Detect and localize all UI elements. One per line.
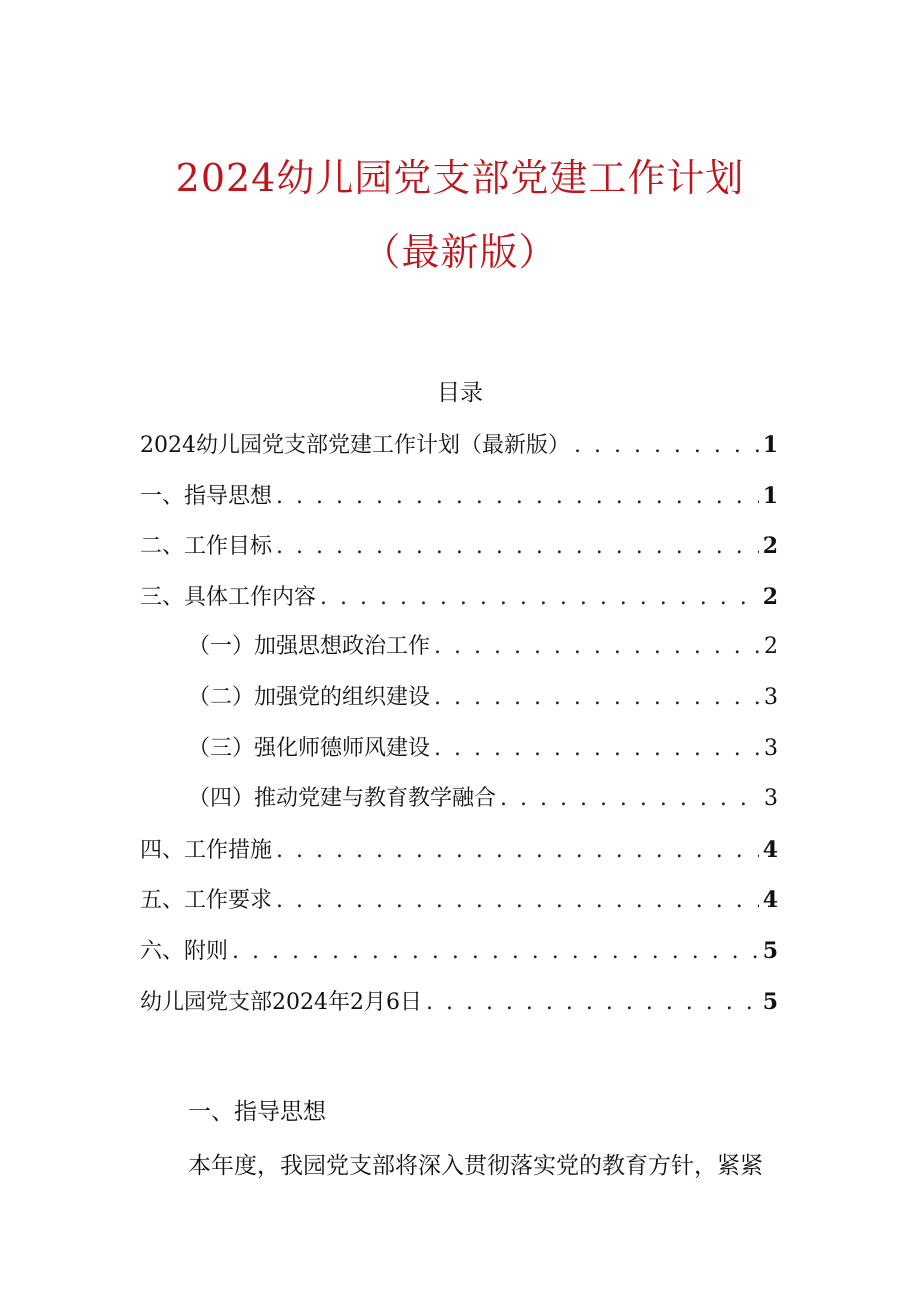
toc-dot-leader [276,530,759,564]
document-title: 2024幼儿园党支部党建工作计划 [175,156,745,200]
toc-entry[interactable] [140,833,778,884]
toc-dot-leader [434,630,760,664]
toc-dot-leader [500,782,760,816]
toc-entry-label: （一）加强思想政治工作 [188,634,431,660]
toc-entry-page-number: 5 [762,988,778,1015]
toc-entry[interactable] [140,681,778,732]
toc-entry[interactable] [140,732,778,783]
toc-entry-page-number: 1 [762,482,778,509]
document-subtitle: （最新版） [362,230,558,274]
toc-dot-leader [434,732,760,766]
toc-entry[interactable] [140,479,778,530]
toc-entry-page-number: 1 [762,432,778,458]
toc-entry-page-number: 5 [762,937,778,964]
section-heading: 一、指导思想 [188,1099,326,1125]
toc-entry-page-number: 2 [762,583,778,610]
toc-dot-leader [426,986,759,1020]
toc-heading: 目录 [437,380,483,406]
toc-entry-page-number: 2 [762,533,778,560]
toc-entry-label: 二、工作目标 [140,534,273,560]
toc-entry[interactable] [140,630,778,681]
toc-entry-page-number: 3 [764,684,778,710]
body-paragraph: 本年度，我园党支部将深入贯彻落实党的教育方针，紧紧 [188,1153,763,1179]
toc-entry-label: 一、指导思想 [140,483,273,509]
toc-dot-leader [574,429,759,463]
toc-entry[interactable] [140,529,778,580]
toc-entry[interactable] [140,782,778,833]
toc-dot-leader [434,681,760,715]
toc-entry-label: 幼儿园党支部2024年2月6日 [140,989,422,1015]
toc-entry-page-number: 2 [764,634,778,660]
toc-entry-label: （四）推动党建与教育教学融合 [188,786,497,812]
toc-entry-page-number: 4 [762,836,778,863]
toc-entry-page-number: 4 [762,887,778,914]
toc-entry[interactable] [140,934,778,985]
toc-dot-leader [276,834,759,868]
toc-entry[interactable] [140,580,778,631]
toc-entry[interactable] [140,985,778,1036]
toc-dot-leader [320,581,759,615]
toc-entry-label: 四、工作措施 [140,837,273,863]
toc-entry-page-number: 3 [764,735,778,761]
toc-dot-leader [276,884,759,918]
toc-dot-leader [276,480,759,514]
table-of-contents [140,428,778,1035]
toc-entry[interactable] [140,428,778,479]
toc-entry-label: 五、工作要求 [140,888,273,914]
toc-entry-label: 三、具体工作内容 [140,584,317,610]
toc-entry-label: 六、附则 [140,938,229,964]
toc-dot-leader [232,935,759,969]
toc-entry-label: （二）加强党的组织建设 [188,684,431,710]
toc-entry-label: 2024幼儿园党支部党建工作计划（最新版） [140,433,570,458]
toc-entry-label: （三）强化师德师风建设 [188,735,431,761]
toc-entry-page-number: 3 [764,786,778,812]
toc-entry[interactable] [140,883,778,934]
